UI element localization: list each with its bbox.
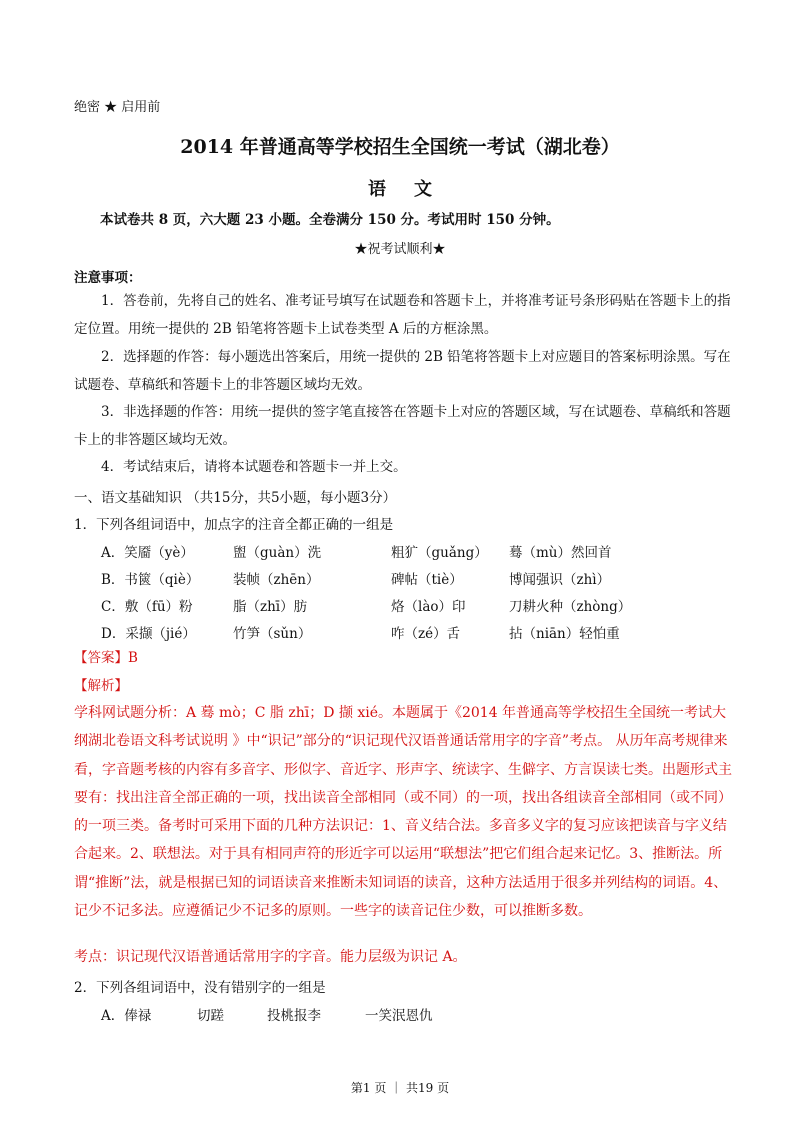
knowledge-point: 考点：识记现代汉语普通话常用字的字音。能力层级为识记 A。 <box>74 949 467 965</box>
option-word: 一笑泯恩仇 <box>365 1008 433 1024</box>
option-word: C．敷（fū）粉 <box>101 599 193 615</box>
option-word: 粗犷（guǎng） <box>391 545 488 561</box>
option-word: 博闻强识（zhì） <box>509 572 611 588</box>
notice-item <box>74 453 736 481</box>
option-word: 咋（zé）舌 <box>391 626 461 642</box>
option-word: 脂（zhī）肪 <box>233 599 308 615</box>
option-word: A．笑靥（yè） <box>101 545 194 561</box>
option-word: 装帧（zhēn） <box>233 572 320 588</box>
notice-item <box>74 398 736 454</box>
option-word: 盥（guàn）洗 <box>233 545 322 561</box>
notice-item <box>74 343 736 399</box>
option-word: 烙（lào）印 <box>391 599 466 615</box>
page-footer: 第1 页 ｜ 共19 页 <box>350 1081 450 1095</box>
analysis-text: 学科网试题分析：A 蓦 mò；C 脂 zhī；D 撷 xié。本题属于《2014 年普通高等学校招生全国统一考试大纲湖北卷语文科考试说明 》中“识记”部分的“识记现代汉语普通话常用字的字音”考点。 从历年高考规律来看，字音题考核的内容有多音字、形似字、音近字、形声字、统读字、生僻字、方言误读七类。出题形式主要有：找出注音全部正确的一项，找出读音全部相同（或不同）的一项，找出各组读音全部相同（或不同）的一项三类。备考时可采用下面的几种方法识记：1、音义结合法。多音多义字的复习应该把读音与字义结合起来。2、联想法。对于具有相同声符的形近字可以运用“联想法”把它们组合起来记忆。3、推断法。所谓“推断”法，就是根据已知的词语读音来推断未知词语的读音，这种方法适用于很多并列结构的词语。4、记少不记多法。应遵循记少不记多的原则。一些字的读音记住少数，可以推断多数。 <box>74 705 732 920</box>
option-word: B．书篋（qiè） <box>101 572 200 588</box>
option-word: 刀耕火种（zhòng） <box>509 599 632 615</box>
option-word: D．采撷（jié） <box>101 626 196 642</box>
notice-item-text: 4．考试结束后，请将本试题卷和答题卡一并上交。 <box>101 459 407 475</box>
section-heading: 一、语文基础知识 （共15分，共5小题，每小题3分） <box>74 490 397 506</box>
notice-item-text: 1．答卷前，先将自己的姓名、准考证号填写在试题卷和答题卡上，并将准考证号条形码贴在答题卡上的指定位置。用统一提供的 2B 铅笔将答题卡上试卷类型 A 后的方框涂黑。 <box>74 293 731 337</box>
analysis-heading: 【解析】 <box>74 678 128 694</box>
option-word: 竹笋（sǔn） <box>233 626 312 642</box>
notice-item-text: 3．非选择题的作答：用统一提供的签字笔直接答在答题卡上对应的答题区域，写在试题卷、草稿纸和答题卡上的非答题区域均无效。 <box>74 404 731 448</box>
page-title: 2014 年普通高等学校招生全国统一考试（湖北卷） <box>180 136 620 158</box>
option-word: 碑帖（tiè） <box>391 572 463 588</box>
notice-item-text: 2．选择题的作答：每小题选出答案后，用统一提供的 2B 铅笔将答题卡上对应题目的答案标明涂黑。写在试题卷、草稿纸和答题卡上的非答题区域均无效。 <box>74 349 731 393</box>
option-word: 切蹉 <box>197 1008 224 1024</box>
notice-heading: 注意事项： <box>74 270 142 286</box>
subject-title: 语文 <box>368 179 460 200</box>
notice-item <box>74 287 736 343</box>
answer-label: 【答案】B <box>74 650 138 666</box>
question-1-stem: 1．下列各组词语中，加点字的注音全都正确的一组是 <box>74 517 394 533</box>
good-luck-line: ★祝考试顺利★ <box>354 242 446 257</box>
option-word: 拈（niān）轻怕重 <box>509 626 620 642</box>
option-word: 蓦（mù）然回首 <box>509 545 612 561</box>
question-2-stem: 2．下列各组词语中，没有错别字的一组是 <box>74 980 326 996</box>
exam-summary: 本试卷共 8 页，六大题 23 小题。全卷满分 150 分。考试用时 150 分钟。 <box>100 212 560 228</box>
option-word: 投桃报李 <box>267 1008 321 1024</box>
confidential-mark: 绝密 ★ 启用前 <box>74 100 161 115</box>
option-word: A．俸禄 <box>101 1008 152 1024</box>
